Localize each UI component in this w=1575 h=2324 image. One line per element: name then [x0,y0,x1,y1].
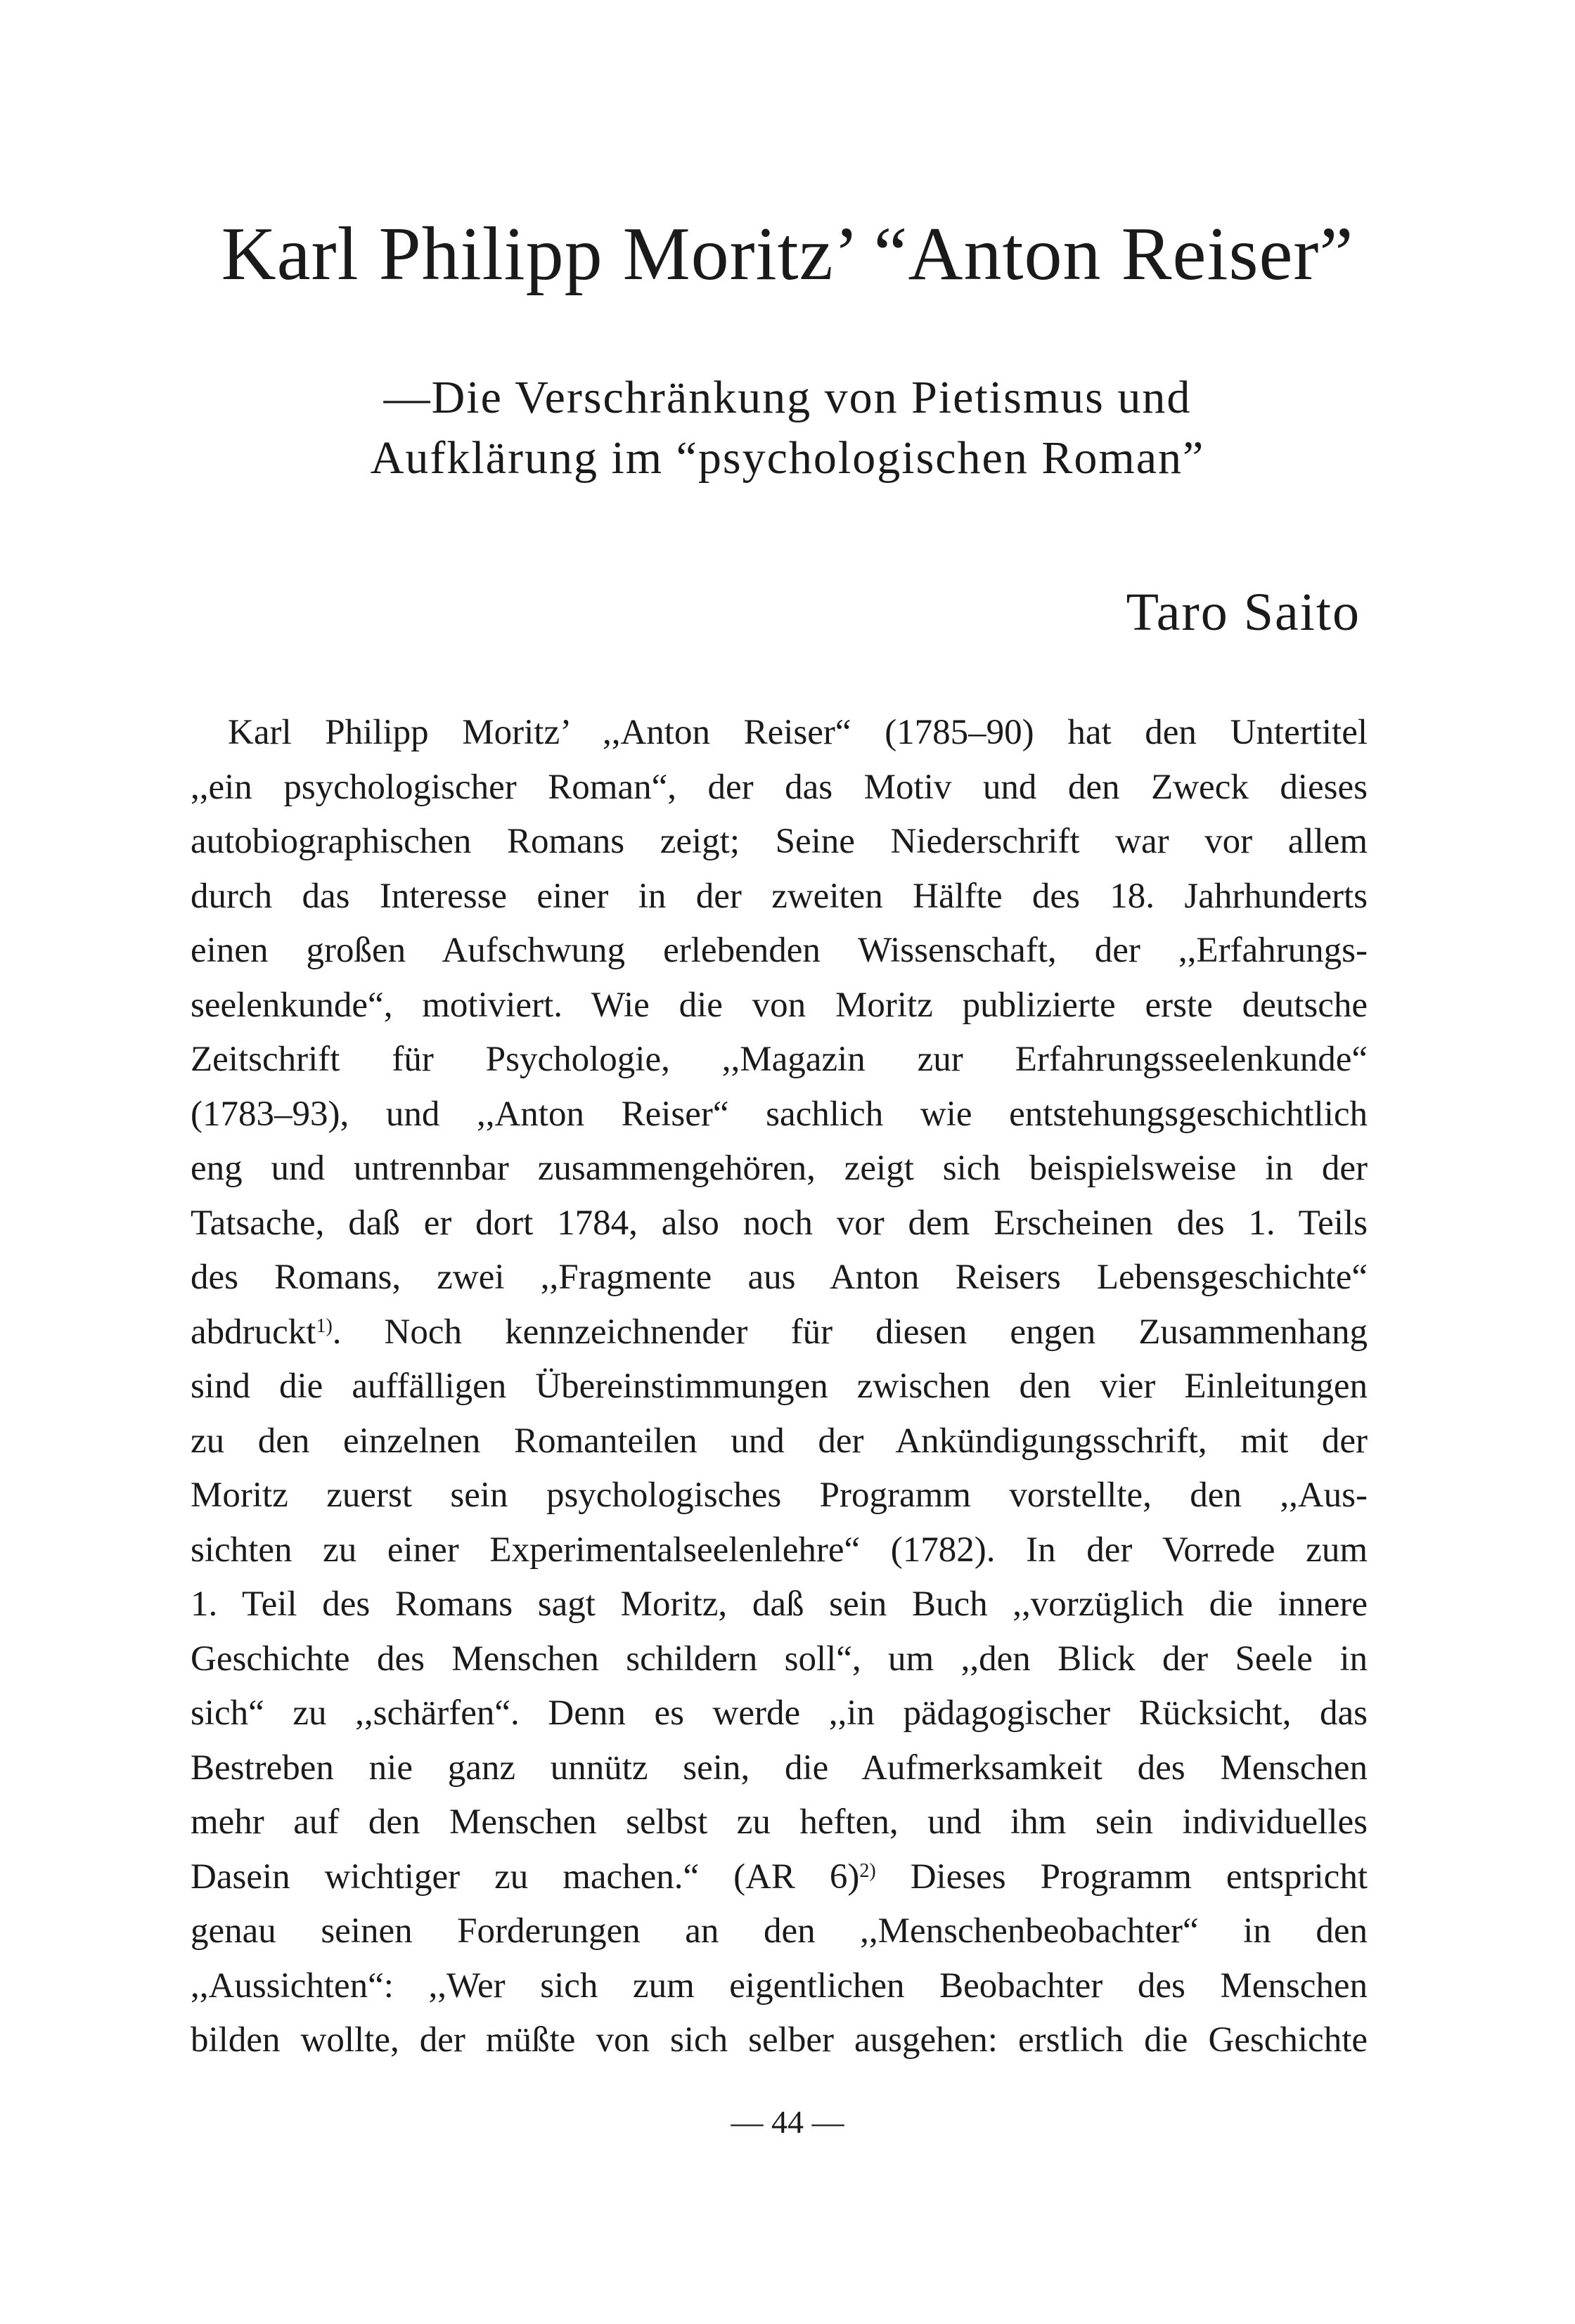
body-text-segment: sich“ zu ,,schärfen“. Denn es werde ,,in pädagogischer Rücksicht, das [191,1693,1368,1733]
body-line [191,761,1368,815]
body-line [191,1414,1368,1469]
body-text-segment: (1783–93), und ,,Anton Reiser“ sachlich wie entstehungsgeschichtlich [191,1094,1368,1134]
body-text-segment: durch das Interesse einer in der zweiten Hälfte des 18. Jahrhunderts [191,876,1368,916]
article-title: Karl Philipp Moritz’ “Anton Reiser” [221,212,1354,296]
body-line [191,1196,1368,1251]
body-text-segment: Moritz zuerst sein psychologisches Programm vorstellte, den ,,Aus- [191,1476,1368,1515]
body-text-segment: Geschichte des Menschen schildern soll“, um ,,den Blick der Seele in [191,1639,1368,1679]
body-text-segment: abdruckt [191,1312,316,1352]
article-subtitle-line-1: —Die Verschränkung von Pietismus und [383,372,1192,423]
body-line [191,1959,1368,2014]
body-line [191,1142,1368,1196]
body-line [191,870,1368,924]
body-text-segment: genau seinen Forderungen an den ,,Menschenbeobachter“ in den [191,1911,1368,1951]
body-text-segment: seelenkunde“, motiviert. Wie die von Moritz publizierte erste deutsche [191,985,1368,1025]
body-line [191,815,1368,870]
body-text-segment: mehr auf den Menschen selbst zu heften, und ihm sein individuelles [191,1802,1368,1842]
body-text-segment: Dieses Programm entspricht [875,1857,1368,1897]
body-text-segment: bilden wollte, der müßte von sich selber ausgehen: erstlich die Geschichte [191,2020,1368,2060]
body-text-segment: ,,ein psychologischer Roman“, der das Motiv und den Zweck dieses [191,767,1368,807]
body-text-segment: Dasein wichtiger zu machen.“ (AR 6) [191,1857,860,1897]
body-line [191,1632,1368,1687]
body-line [191,1850,1368,1905]
footnote-marker: 2) [859,1859,876,1882]
body-text-segment: Karl Philipp Moritz’ ,,Anton Reiser“ (1785–90) hat den Untertitel [228,713,1368,752]
body-text-segment: autobiographischen Romans zeigt; Seine Niederschrift war vor allem [191,822,1368,861]
body-text-segment: Tatsache, daß er dort 1784, also noch vor dem Erscheinen des 1. Teils [191,1203,1368,1243]
footnote-marker: 1) [316,1315,333,1337]
body-line [191,1686,1368,1741]
body-line [191,1033,1368,1087]
body-text-segment: Zeitschrift für Psychologie, ,,Magazin zur Erfahrungsseelenkunde“ [191,1040,1368,1079]
body-text-segment: eng und untrennbar zusammengehören, zeigt sich beispielsweise in der [191,1149,1368,1188]
body-line [191,2013,1368,2068]
body-line [191,1305,1368,1360]
body-text-segment: ,,Aussichten“: ,,Wer sich zum eigentlichen Beobachter des Menschen [191,1965,1368,2006]
body-text [191,706,1368,2068]
body-text-segment: . Noch kennzeichnender für diesen engen Zusammenhang [332,1312,1368,1352]
body-text-segment: zu den einzelnen Romanteilen und der Ankündigungsschrift, mit der [191,1421,1368,1461]
body-line [191,979,1368,1033]
body-text-segment: Bestreben nie ganz unnütz sein, die Aufmerksamkeit des Menschen [191,1748,1368,1788]
author-name: Taro Saito [1126,583,1361,642]
body-line [191,924,1368,979]
page-number: — 44 — [731,2104,844,2140]
body-line [191,1523,1368,1578]
article-subtitle-line-2: Aufklärung im “psychologischen Roman” [370,432,1205,484]
body-text-segment: 1. Teil des Romans sagt Moritz, daß sein Buch ,,vorzüglich die innere [191,1584,1368,1624]
body-text-segment: sind die auffälligen Übereinstimmungen zwischen den vier Einleitungen [191,1367,1368,1406]
body-line [191,1741,1368,1796]
body-line [191,1087,1368,1142]
body-line [191,706,1368,761]
body-line [191,1904,1368,1959]
body-line [191,1360,1368,1414]
body-line [191,1468,1368,1523]
body-line [191,1251,1368,1305]
body-text-segment: des Romans, zwei ,,Fragmente aus Anton Reisers Lebensgeschichte“ [191,1258,1368,1297]
body-text-segment: sichten zu einer Experimentalseelenlehre“ (1782). In der Vorrede zum [191,1530,1368,1570]
body-line [191,1577,1368,1632]
body-text-segment: einen großen Aufschwung erlebenden Wissenschaft, der ,,Erfahrungs- [191,931,1368,970]
body-line [191,1795,1368,1850]
